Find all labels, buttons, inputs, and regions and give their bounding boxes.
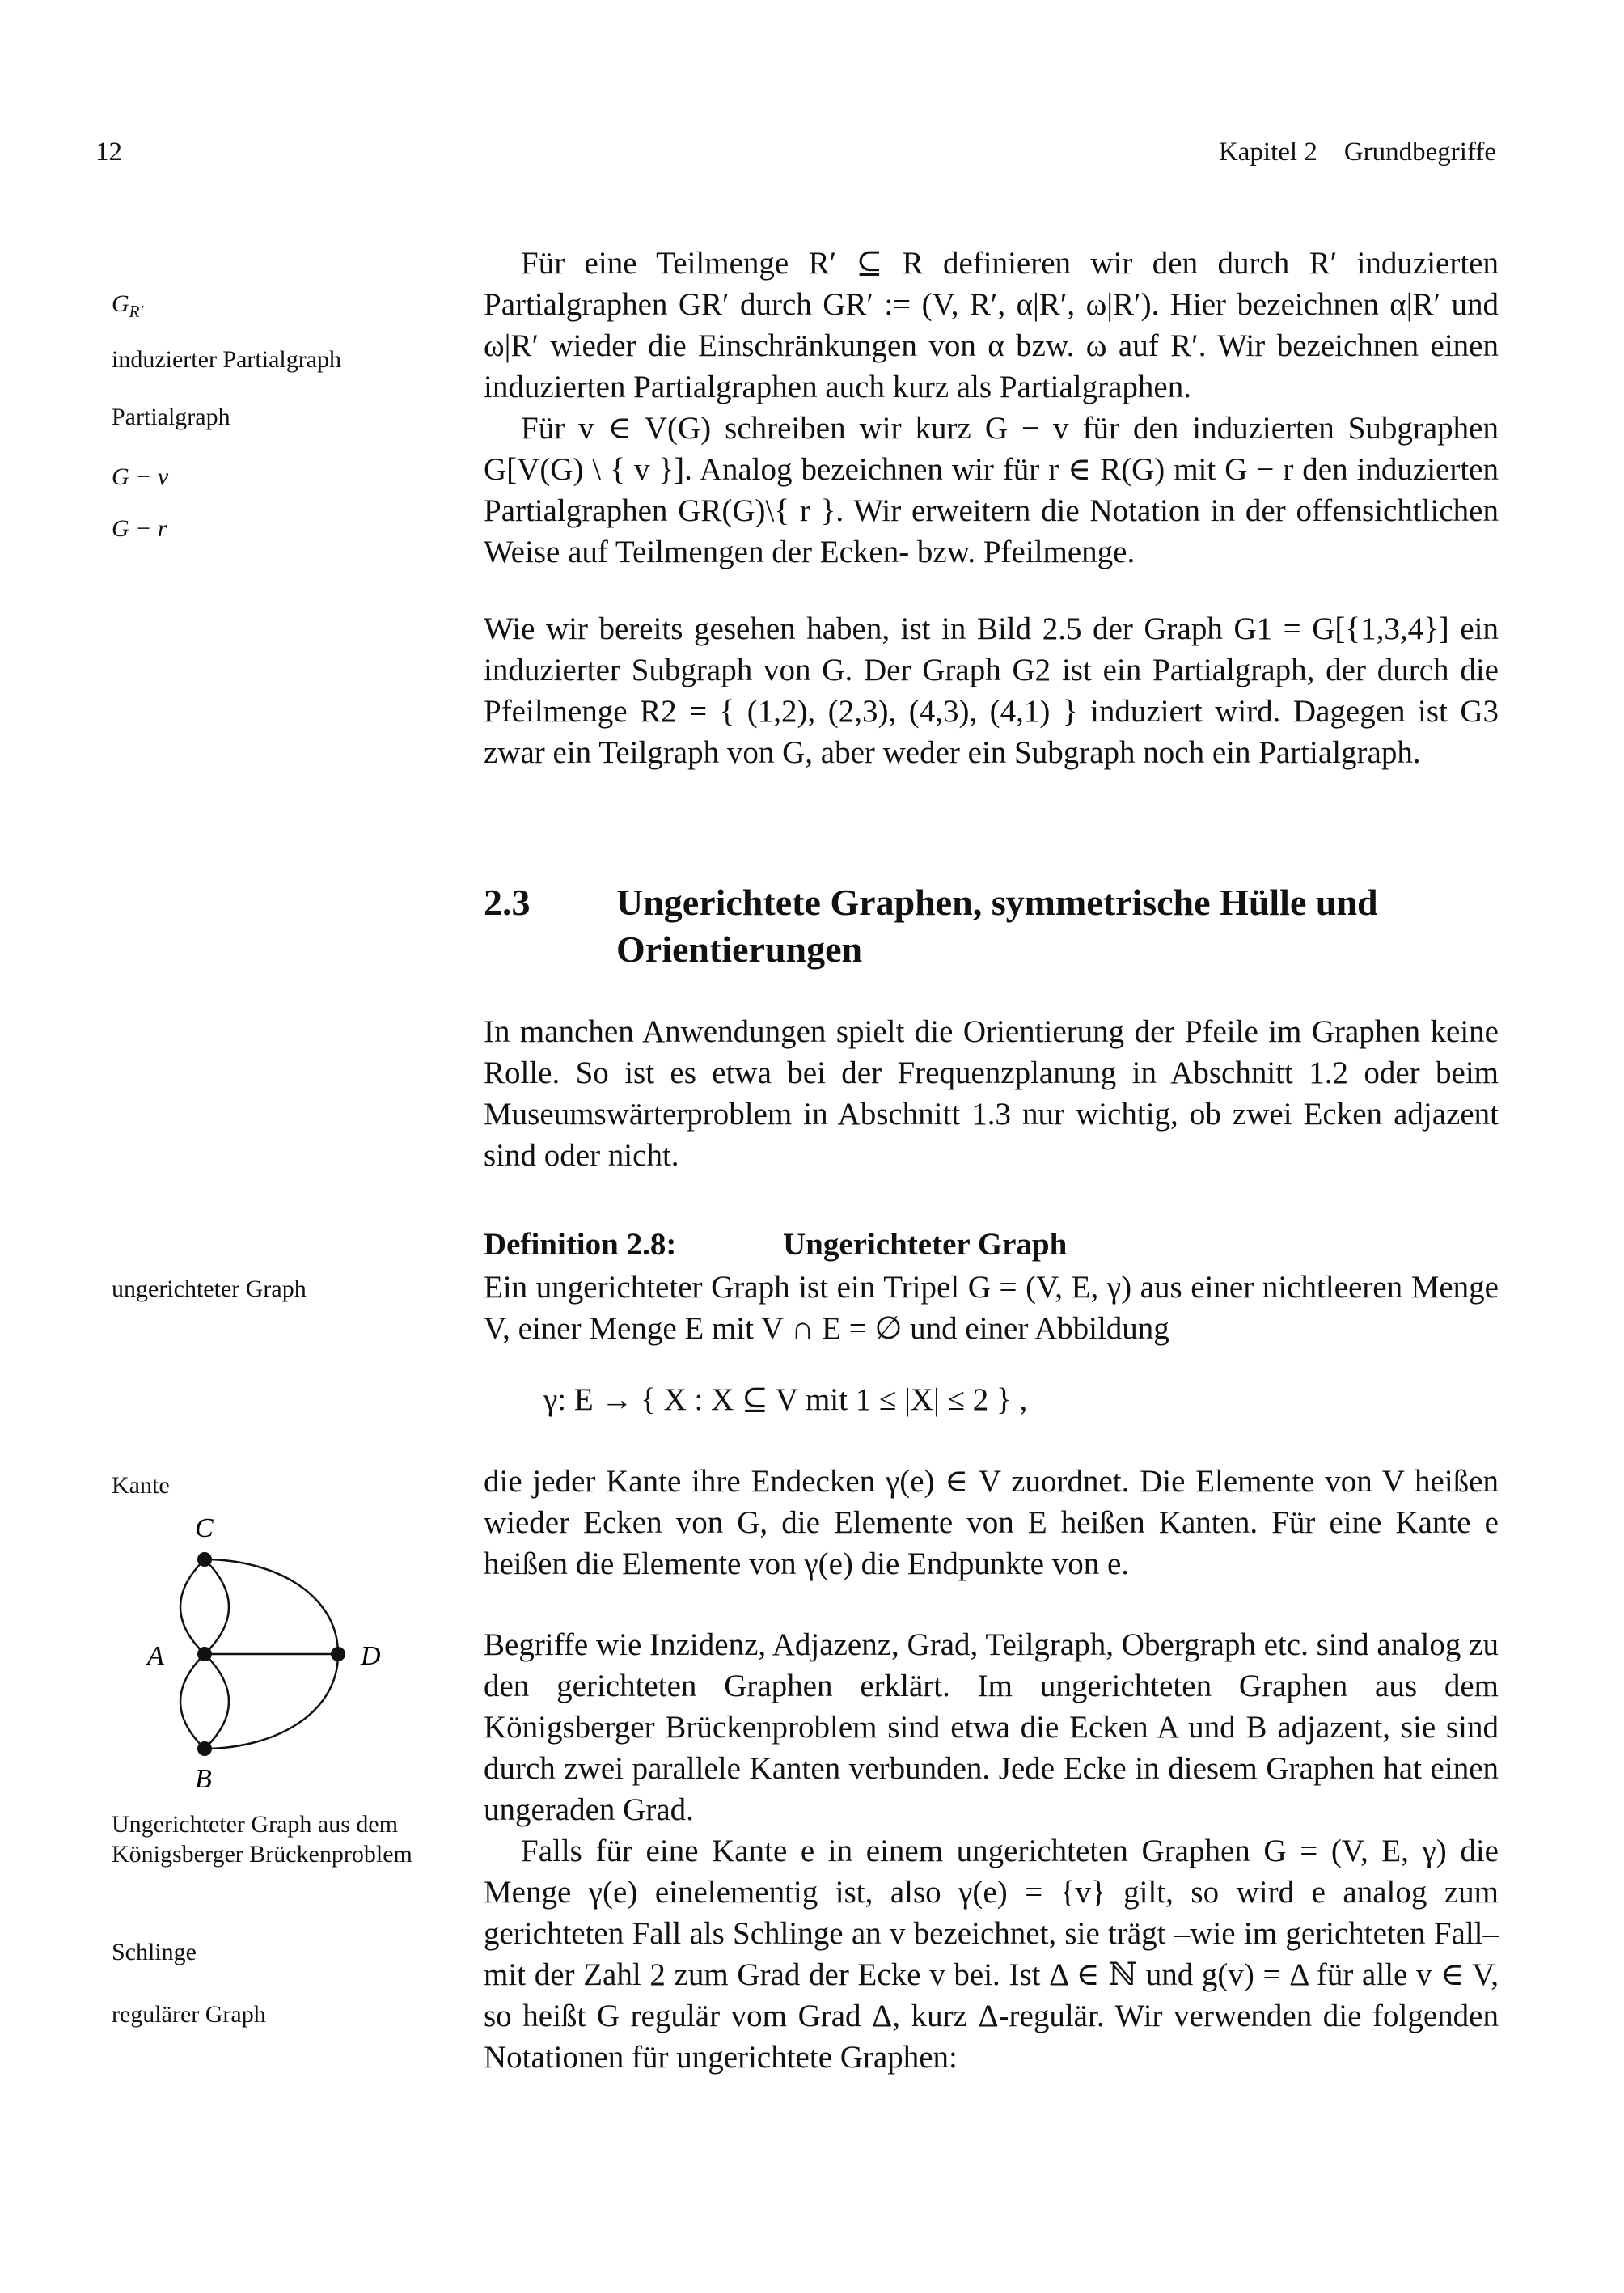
- definition-title: Ungerichteter Graph: [783, 1227, 1068, 1262]
- margin-note-g-minus-v: G − v: [112, 463, 169, 490]
- paragraph-partialgraph-def: Für eine Teilmenge R′ ⊆ R definieren wir den durch R′ induzierten Partialgraphen GR′ durch GR′ := (V, R′, α|R′, ω|R′). Hier bezeichnen α|R′ und ω|R′ wieder die Einschränkungen von α bzw. ω auf R′. Wir bezeichnen einen induzierten Partialgraphen auch kurz als Partialgraphen.: [484, 246, 1499, 404]
- paragraph-intro: In manchen Anwendungen spielt die Orientierung der Pfeile im Graphen keine Rolle. So ist es etwa bei der Frequenzplanung in Abschnitt 1.2 oder beim Museumswärterproblem in Abschnitt 1.3 nur wichtig, ob zwei Ecken adjazent sind oder nicht.: [484, 1014, 1499, 1173]
- label-d: D: [361, 1641, 381, 1671]
- label-a: A: [147, 1641, 164, 1671]
- edge-b-d: [205, 1654, 338, 1749]
- vertex-d: [331, 1647, 345, 1661]
- paragraph-block-1: [484, 243, 1499, 573]
- edge-c-d: [205, 1559, 338, 1654]
- vertex-a: [197, 1647, 212, 1661]
- paragraph-block-2: [484, 1624, 1499, 2078]
- paragraph-definition: Ein ungerichteter Graph ist ein Tripel G = (V, E, γ) aus einer nichtleeren Menge V, einer Menge E mit V ∩ E = ∅ und einer Abbildung: [484, 1270, 1499, 1346]
- margin-note-ungerichteter-graph: ungerichteter Graph: [112, 1276, 307, 1302]
- page-number: 12: [95, 137, 122, 167]
- paragraph-schlinge: Falls für eine Kante e in einem ungerichteten Graphen G = (V, E, γ) die Menge γ(e) einelementig ist, also γ(e) = {v} gilt, so wird e analog zum gerichteten Fall als Schlinge an v bezeichnet, sie trägt –wie im gerichteten Fall– mit der Zahl 2 zum Grad der Ecke v bei. Ist Δ ∈ ℕ und g(v) = Δ für alle v ∈ V, so heißt G regulär vom Grad Δ, kurz Δ-regulär. Wir verwenden die folgenden Notationen für ungerichtete Graphen:: [484, 1834, 1499, 2075]
- definition-label: Definition 2.8:: [484, 1227, 677, 1262]
- paragraph-example: Wie wir bereits gesehen haben, ist in Bild 2.5 der Graph G1 = G[{1,3,4}] ein induzierter Subgraph von G. Der Graph G2 ist ein Partialgraph, der durch die Pfeilmenge R2 = { (1,2), (2,3), (4,3), (4,1) } induziert wird. Dagegen ist G3 zwar ein Teilgraph von G, aber weder ein Subgraph noch ein Partialgraph.: [484, 611, 1499, 770]
- margin-note-partialgraph: Partialgraph: [112, 404, 230, 430]
- figure-caption: Ungerichteter Graph aus dem Königsberger Brückenproblem: [112, 1811, 412, 1868]
- section-number: 2.3: [484, 882, 531, 923]
- display-formula: γ: E → { X : X ⊆ V mit 1 ≤ |X| ≤ 2 } ,: [543, 1382, 1028, 1417]
- margin-note-g-minus-r: G − r: [112, 515, 167, 542]
- edge-a-c-left: [180, 1559, 205, 1654]
- koenigsberg-graph: [137, 1512, 412, 1796]
- margin-note-gr: [112, 289, 435, 327]
- margin-note-schlinge: Schlinge: [112, 1939, 197, 1965]
- vertex-c: [197, 1552, 212, 1567]
- paragraph-g-minus-v: Für v ∈ V(G) schreiben wir kurz G − v für den induzierten Subgraphen G[V(G) \ { v }]. Analog bezeichnen wir für r ∈ R(G) mit G − r den induzierten Partialgraphen GR(G)\{ r }. Wir erweitern die Notation in der offensichtlichen Weise auf Teilmengen der Ecken- bzw. Pfeilmenge.: [484, 411, 1499, 569]
- vertex-b: [197, 1741, 212, 1756]
- paragraph-begriffe: Begriffe wie Inzidenz, Adjazenz, Grad, Teilgraph, Obergraph etc. sind analog zu den gerichteten Graphen erklärt. Im ungerichteten Graphen aus dem Königsberger Brückenproblem sind etwa die Ecken A und B adjazent, sie sind durch zwei parallele Kanten verbunden. Jede Ecke in diesem Graphen hat einen ungeraden Grad.: [484, 1627, 1499, 1827]
- margin-note-induzierter-partialgraph: induzierter Partialgraph: [112, 346, 342, 373]
- edge-a-c-right: [205, 1559, 229, 1654]
- paragraph-kanten: die jeder Kante ihre Endecken γ(e) ∈ V zuordnet. Die Elemente von V heißen wieder Ecken von G, die Elemente von E heißen Kanten. Für eine Kante e heißen die Elemente von γ(e) die Endpunkte von e.: [484, 1464, 1499, 1581]
- margin-note-kante: Kante: [112, 1472, 170, 1499]
- margin-note-gr-sub: R′: [129, 302, 144, 321]
- section-title: Ungerichtete Graphen, symmetrische Hülle und Orientierungen: [616, 882, 1378, 970]
- running-header: Kapitel 2 Grundbegriffe: [1218, 137, 1496, 167]
- edge-a-b-right: [205, 1654, 229, 1749]
- edge-a-b-left: [180, 1654, 205, 1749]
- label-c: C: [195, 1513, 214, 1543]
- margin-note-gr-base: G: [112, 290, 129, 317]
- label-b: B: [195, 1764, 212, 1794]
- margin-note-regulaerer-graph: regulärer Graph: [112, 2001, 266, 2028]
